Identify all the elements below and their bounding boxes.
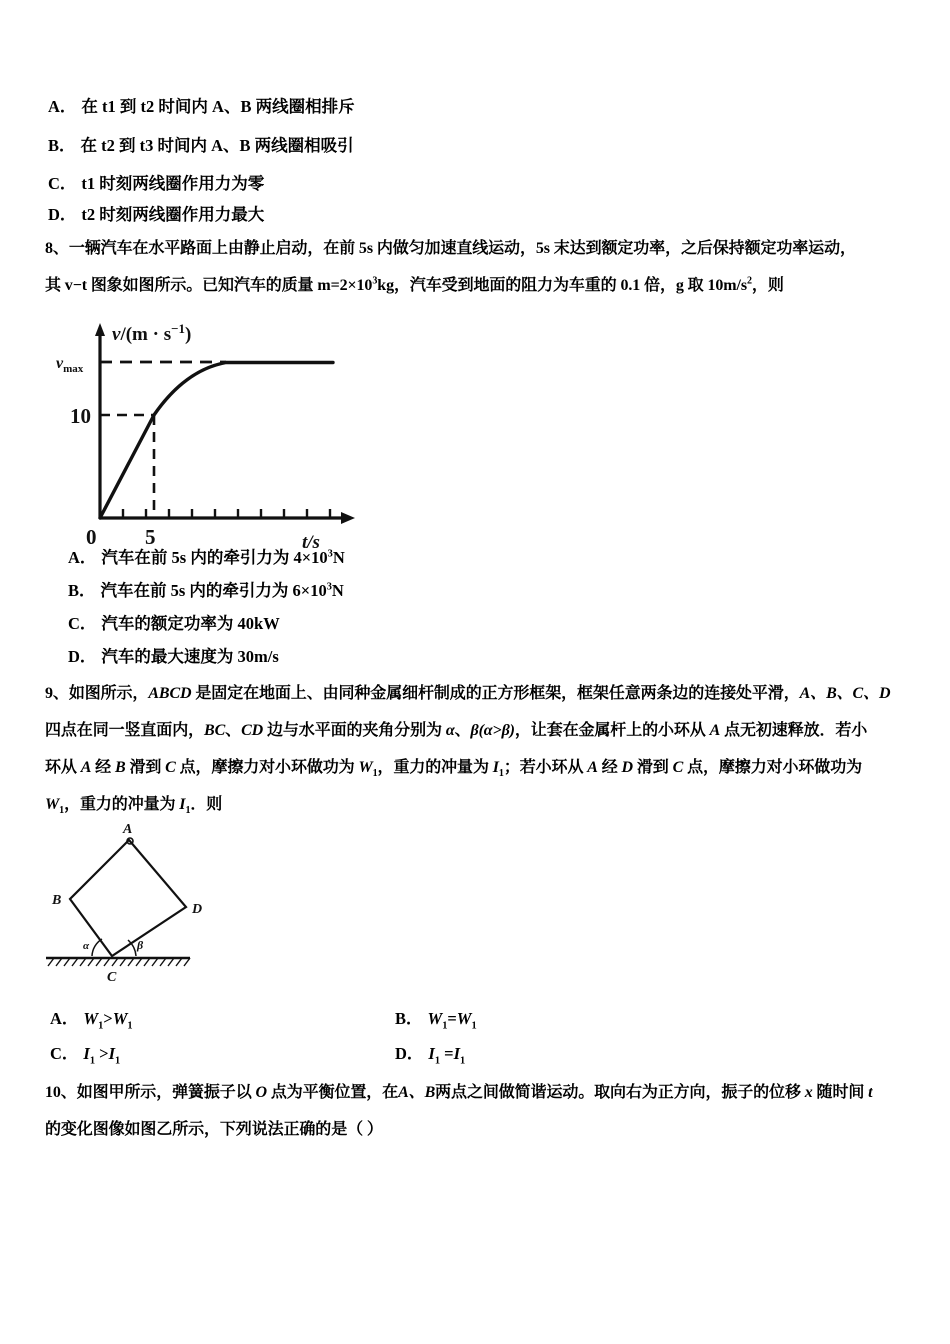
vmax-subscript: max <box>63 363 84 375</box>
question-text: 点，摩擦力对小环做功为 <box>683 759 862 776</box>
symbol-alpha: α <box>445 722 455 739</box>
symbol-points: A、B、C、D <box>799 685 891 702</box>
exponent: 3 <box>326 581 332 593</box>
symbol-cd: CD <box>241 722 264 739</box>
option-text: 汽车在前 5s 内的牵引力为 6×10 <box>100 581 327 600</box>
question-number: 8、 <box>45 240 69 257</box>
y-axis-label-unit: /(m · s <box>120 324 172 345</box>
option-row <box>68 646 279 668</box>
x-axis-arrow <box>341 512 355 524</box>
vertex-label-a: A <box>123 822 133 837</box>
option-label: B． <box>395 1009 423 1028</box>
x-tick-label-5: 5 <box>145 525 156 549</box>
question-number: 10、 <box>45 1084 77 1101</box>
option-text: 在 t1 到 t2 时间内 A、B 两线圈相排斥 <box>81 97 355 116</box>
option-relation: > <box>95 1044 109 1063</box>
question-text: 边与水平面的夹角分别为 <box>263 722 446 739</box>
vt-chart-svg <box>50 306 370 553</box>
square-frame-svg <box>40 818 260 983</box>
symbol-a: A <box>80 759 92 776</box>
angle-label-beta: β <box>137 938 144 952</box>
option-symbol: I <box>83 1044 90 1063</box>
question-text: ．则 <box>190 796 223 813</box>
option-label: C． <box>68 614 97 633</box>
subscript: 1 <box>98 1020 104 1032</box>
symbol-w1: W <box>45 796 60 813</box>
symbol-i1: I <box>492 759 499 776</box>
y-axis-arrow <box>95 323 105 336</box>
question-text: 经 <box>91 759 115 776</box>
symbol-c: C <box>165 759 176 776</box>
y-axis-label-exponent: −1 <box>171 321 186 336</box>
y-axis-label <box>112 321 191 345</box>
option-row <box>48 173 264 195</box>
option-row <box>48 135 354 157</box>
question-text: ；若小环从 <box>503 759 588 776</box>
angle-label-alpha: α <box>83 940 90 952</box>
option-label: A． <box>48 97 77 116</box>
exponent: 3 <box>327 548 333 560</box>
option-label: D． <box>48 205 77 224</box>
option-symbol: W <box>83 1009 99 1028</box>
symbol-a2: A <box>587 759 598 776</box>
symbol-c2: C <box>672 759 684 776</box>
symbol-w1: W <box>358 759 373 776</box>
question-text: 如图甲所示，弹簧振子以 <box>76 1084 256 1101</box>
option-label: A． <box>68 548 97 567</box>
symbol-d: D <box>621 759 633 776</box>
option-row <box>68 580 344 602</box>
question-8-stem-line-1 <box>45 238 856 260</box>
symbol-o: O <box>255 1084 267 1101</box>
subscript: 1 <box>442 1020 448 1032</box>
question-text: 如图所示， <box>68 685 149 702</box>
question-text: 、 <box>225 722 242 739</box>
option-symbol: I <box>108 1044 115 1063</box>
symbol-beta: β(α>β) <box>470 722 515 739</box>
subscript: 1 <box>372 768 378 780</box>
x-axis-label: t/s <box>302 532 320 553</box>
question-8-stem-line-2 <box>45 275 784 297</box>
vertex-label-c: C <box>107 970 117 985</box>
question-text: kg，汽车受到地面的阻力为车重的 0.1 倍，g 取 10m/s <box>377 277 747 294</box>
question-number: 9、 <box>45 685 69 702</box>
subscript: 1 <box>459 1055 466 1067</box>
option-row <box>48 96 355 118</box>
question-text: ，让套在金属杆上的小环从 <box>514 722 710 739</box>
subscript: 1 <box>127 1020 133 1032</box>
option-label: B． <box>68 581 96 600</box>
square-frame-abcd <box>70 840 186 956</box>
option-label: D． <box>68 647 97 666</box>
option-row <box>395 1008 477 1030</box>
option-text: t1 时刻两线圈作用力为零 <box>81 174 265 193</box>
question-text: 的变化图像如图乙所示，下列说法正确的是（ ） <box>45 1121 383 1138</box>
option-text: 在 t2 到 t3 时间内 A、B 两线圈相吸引 <box>80 136 354 155</box>
option-symbol: W <box>456 1009 472 1028</box>
option-symbol: I <box>453 1044 460 1063</box>
question-9-stem-line-1 <box>45 683 890 705</box>
option-symbol: W <box>427 1009 443 1028</box>
question-text: ，重力的冲量为 <box>64 796 180 813</box>
question-text: 其 v−t 图象如图所示。已知汽车的质量 m=2×10 <box>45 277 373 294</box>
option-label: C． <box>48 174 77 193</box>
origin-label: 0 <box>86 525 97 549</box>
option-symbol: W <box>112 1009 128 1028</box>
velocity-time-graph <box>50 306 370 553</box>
vmax-symbol: v <box>56 355 64 372</box>
option-row <box>48 204 264 226</box>
question-10-stem-line-1 <box>45 1082 873 1104</box>
symbol-x: x <box>804 1084 813 1101</box>
option-label: D． <box>395 1044 424 1063</box>
symbol-t: t <box>868 1084 873 1101</box>
question-text: 两点之间做简谐运动。取向右为正方向，振子的位移 <box>435 1084 805 1101</box>
option-symbol: I <box>428 1044 435 1063</box>
question-9-stem-line-2 <box>45 720 867 742</box>
option-row <box>68 613 280 635</box>
option-text-tail: N <box>331 581 344 600</box>
symbol-abcd: ABCD <box>148 685 192 702</box>
question-text: 、 <box>454 722 471 739</box>
option-text-tail: N <box>332 548 345 567</box>
subscript: 1 <box>114 1055 121 1067</box>
option-text: 汽车在前 5s 内的牵引力为 4×10 <box>101 548 328 567</box>
question-text: ，则 <box>751 277 784 294</box>
question-text: 点为平衡位置，在 <box>266 1084 399 1101</box>
subscript: 1 <box>59 805 65 817</box>
question-text: 随时间 <box>812 1084 869 1101</box>
square-frame-diagram <box>40 818 260 983</box>
symbol-b: B <box>114 759 126 776</box>
subscript: 1 <box>471 1020 477 1032</box>
vertex-label-b: B <box>52 893 62 908</box>
subscript: 1 <box>185 805 191 817</box>
question-10-stem-line-2 <box>45 1119 383 1141</box>
subscript: 1 <box>89 1055 96 1067</box>
symbol-bc: BC <box>204 722 226 739</box>
question-text: ，重力的冲量为 <box>377 759 493 776</box>
subscript: 1 <box>434 1055 441 1067</box>
question-9-stem-line-4 <box>45 794 222 816</box>
question-9-stem-line-3 <box>45 757 862 779</box>
question-text: 环从 <box>45 759 81 776</box>
option-row <box>68 547 345 569</box>
option-row <box>50 1043 120 1065</box>
option-relation: = <box>447 1009 457 1028</box>
exponent: 3 <box>372 275 378 287</box>
option-text: 汽车的额定功率为 40kW <box>101 614 280 633</box>
option-label: C． <box>50 1044 79 1063</box>
option-label: B． <box>48 136 76 155</box>
question-text: 经 <box>597 759 622 776</box>
ground-hatching <box>48 958 190 966</box>
option-label: A． <box>50 1009 79 1028</box>
option-text: t2 时刻两线圈作用力最大 <box>81 205 265 224</box>
question-text: 一辆汽车在水平路面上由静止启动，在前 5s 内做匀加速直线运动，5s 末达到额定功率，之后保持额定功率运动， <box>68 240 856 257</box>
option-text: 汽车的最大速度为 30m/s <box>101 647 279 666</box>
option-relation: > <box>103 1009 113 1028</box>
option-row <box>395 1043 465 1065</box>
question-text: 点无初速释放．若小 <box>720 722 868 739</box>
y-tick-label-vmax <box>56 355 84 375</box>
question-text: 滑到 <box>633 759 673 776</box>
y-axis-label-symbol: v <box>112 324 121 345</box>
exponent: 2 <box>746 275 752 287</box>
symbol-ab: A、B <box>398 1084 436 1101</box>
vertex-label-d: D <box>192 902 203 917</box>
symbol-i1: I <box>179 796 186 813</box>
question-text: 滑到 <box>125 759 166 776</box>
y-axis-label-paren: ) <box>185 324 192 345</box>
question-text: 点，摩擦力对小环做功为 <box>175 759 359 776</box>
symbol-a: A <box>709 722 721 739</box>
vt-curve <box>100 363 333 519</box>
question-text: 四点在同一竖直面内， <box>45 722 205 739</box>
option-row <box>50 1008 133 1030</box>
y-tick-label-10: 10 <box>70 404 91 428</box>
question-text: 是固定在地面上、由同种金属细杆制成的正方形框架，框架任意两条边的连接处平滑， <box>191 685 800 702</box>
option-relation: = <box>440 1044 454 1063</box>
subscript: 1 <box>498 768 504 780</box>
